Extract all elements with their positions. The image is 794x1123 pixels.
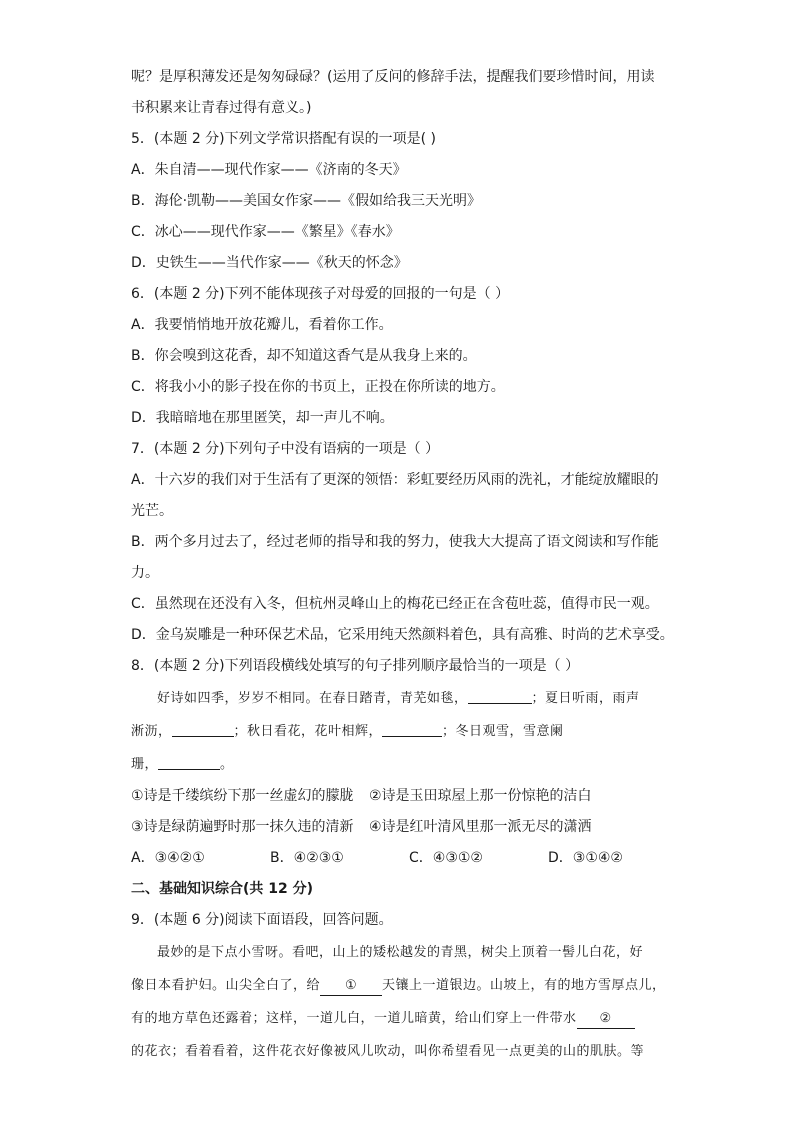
question-8-stem: 8．(本题 2 分)下列语段横线处填写的句子排列顺序最恰当的一项是（ ） [131, 658, 580, 674]
fill-blank [158, 753, 220, 770]
sentence-4: ④诗是红叶清风里那一派无尽的潇洒 [369, 819, 592, 835]
passage-text: 。 [220, 757, 234, 772]
question-5-option-c: C．冰心——现代作家——《繁星》《春水》 [131, 224, 400, 240]
passage-text: 像日本看护妇。山尖全白了，给 [131, 978, 321, 993]
passage-text: 珊， [131, 757, 159, 772]
passage-text: 有的地方草色还露着；这样，一道儿白，一道儿暗黄，给山们穿上一件带水 [131, 1011, 577, 1026]
question-8-passage-line-1 [131, 682, 666, 715]
question-7-option-b: B．两个多月过去了，经过老师的指导和我的努力，使我大大提高了语文阅读和写作能 [131, 534, 659, 550]
question-6-stem: 6．(本题 2 分)下列不能体现孩子对母爱的回报的一句是（ ） [131, 286, 510, 302]
question-5-stem: 5．(本题 2 分)下列文学常识搭配有误的一项是( ) [131, 131, 437, 147]
question-7-option-a: A．十六岁的我们对于生活有了更深的领悟：彩虹要经历风雨的洗礼，才能绽放耀眼的 [131, 472, 659, 488]
passage-text: 淅沥， [131, 724, 172, 739]
intro-line-1: 呢？是厚积薄发还是匆匆碌碌？(运用了反问的修辞手法，提醒我们要珍惜时间，用读 [131, 69, 655, 85]
question-6-option-d: D．我暗暗地在那里匿笑，却一声儿不响。 [131, 410, 394, 426]
question-8-choices [131, 843, 666, 874]
question-6-option-c: C．将我小小的影子投在你的书页上，正投在你所读的地方。 [131, 379, 505, 395]
question-9-passage-line-4: 的花衣；看着看着，这件花衣好像被风儿吹动，叫你希望看见一点更美的山的肌肤。等 [131, 1044, 645, 1059]
question-8-sentences-row-1 [131, 781, 666, 812]
question-8-passage-line-2 [131, 715, 666, 748]
sentence-2: ②诗是玉田琼屋上那一份惊艳的洁白 [369, 788, 592, 804]
question-8-passage-line-3 [131, 748, 666, 781]
question-8-choice-d: D．③①④② [548, 850, 623, 866]
question-9-stem: 9．(本题 6 分)阅读下面语段，回答问题。 [131, 912, 393, 928]
fill-blank [468, 687, 532, 704]
section-2-title: 二、基础知识综合(共 12 分) [131, 881, 314, 897]
question-7-option-b-cont: 力。 [131, 565, 159, 581]
fill-blank-2: ② [577, 1010, 635, 1029]
question-9-passage-line-2 [131, 969, 666, 1002]
intro-line-2: 书积累来让青春过得有意义。) [131, 100, 312, 116]
sentence-3: ③诗是绿荫遍野时那一抹久违的清新 [131, 819, 354, 835]
question-8-sentences-row-2 [131, 812, 666, 843]
exam-page [131, 62, 674, 1068]
fill-blank [382, 720, 442, 737]
question-7-stem: 7．(本题 2 分)下列句子中没有语病的一项是（ ） [131, 441, 440, 457]
question-8-choice-c: C．④③①② [409, 850, 483, 866]
question-7-option-d: D．金乌炭雕是一种环保艺术品，它采用纯天然颜料着色，具有高雅、时尚的艺术享受。 [131, 627, 674, 643]
question-5-option-b: B．海伦·凯勒——美国女作家——《假如给我三天光明》 [131, 193, 482, 209]
question-9-passage-line-3 [131, 1002, 666, 1035]
question-9-passage-line-1: 最妙的是下点小雪呀。看吧，山上的矮松越发的青黑，树尖上顶着一髻儿白花，好 [157, 945, 644, 960]
question-8-choice-b: B．④②③① [270, 850, 344, 866]
question-7-option-a-cont: 光芒。 [131, 503, 173, 519]
question-5-option-a: A．朱自清——现代作家——《济南的冬天》 [131, 162, 407, 178]
sentence-1: ①诗是千缕缤纷下那一丝虚幻的朦胧 [131, 788, 354, 804]
fill-blank-1: ① [320, 977, 382, 996]
question-8-choice-a: A．③④②① [131, 850, 205, 866]
passage-text: 好诗如四季，岁岁不相同。在春日踏青，青芜如毯， [157, 691, 468, 706]
question-6-option-b: B．你会嗅到这花香，却不知道这香气是从我身上来的。 [131, 348, 477, 364]
passage-text: ；冬日观雪，雪意阑 [442, 724, 564, 739]
question-6-option-a: A．我要悄悄地开放花瓣儿，看着你工作。 [131, 317, 393, 333]
fill-blank [172, 720, 234, 737]
passage-text: ；秋日看花，花叶相辉， [233, 724, 383, 739]
question-7-option-c: C．虽然现在还没有入冬，但杭州灵峰山上的梅花已经正在含苞吐蕊，值得市民一观。 [131, 596, 659, 612]
passage-text: 天镶上一道银边。山坡上，有的地方雪厚点儿， [382, 978, 666, 993]
passage-text: ；夏日听雨，雨声 [531, 691, 640, 706]
question-5-option-d: D．史铁生——当代作家——《秋天的怀念》 [131, 255, 408, 271]
